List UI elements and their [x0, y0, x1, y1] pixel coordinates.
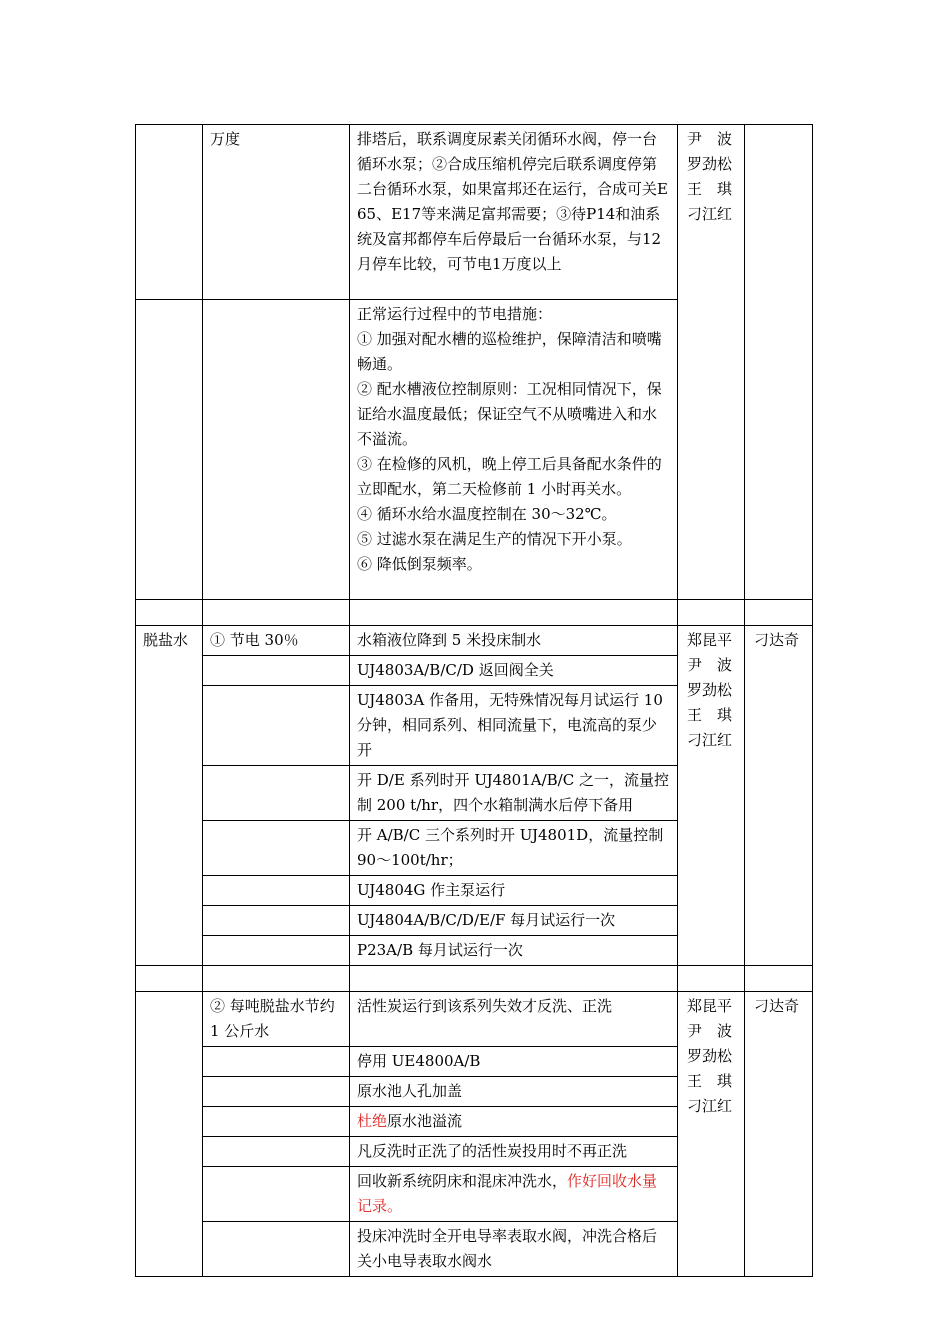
measure-cell: UJ4803A/B/C/D 返回阀全关 [350, 656, 678, 686]
responsible-person: 刁江红 [687, 205, 733, 223]
measure-cell [350, 1107, 678, 1137]
measure-cell: 活性炭运行到该系列失效才反洗、正洗 [350, 992, 678, 1047]
responsible-cell [678, 992, 745, 1277]
item-cell: ② 每吨脱盐水节约 1 公斤水 [203, 992, 350, 1047]
category-cell [136, 992, 203, 1277]
measure-line: ③ 在检修的风机，晚上停工后具备配水条件的立即配水，第二天检修前 1 小时再关水。 [357, 455, 662, 498]
highlight-text: 杜绝 [357, 1112, 388, 1130]
measure-line: ④ 循环水给水温度控制在 30～32℃。 [357, 505, 617, 523]
item-cell [203, 1222, 350, 1277]
item-cell [203, 1167, 350, 1222]
category-cell: 脱盐水 [136, 626, 203, 966]
measure-line: ⑥ 降低倒泵频率。 [357, 555, 482, 573]
item-cell [203, 1077, 350, 1107]
measure-cell: 排塔后，联系调度尿素关闭循环水阀，停一台循环水泵；②合成压缩机停完后联系调度停第二台循环水泵，如果富邦还在运行，合成可关E65、E17等来满足富邦需要；③待P14和油系统及富邦都停车后停最后一台循环水泵，与12月停车比较，可节电1万度以上 [350, 125, 678, 300]
table-row [136, 992, 813, 1047]
measure-cell [350, 300, 678, 600]
empty-row [136, 966, 813, 992]
responsible-cell [678, 626, 745, 966]
responsible-person: 罗劲松 [687, 155, 733, 173]
measure-line: ⑤ 过滤水泵在满足生产的情况下开小泵。 [357, 530, 632, 548]
energy-saving-table [135, 124, 813, 1277]
measure-cell: 水箱液位降到 5 米投床制水 [350, 626, 678, 656]
item-cell [203, 876, 350, 906]
responsible-person: 刁江红 [687, 1097, 733, 1115]
measure-line: ① 加强对配水槽的巡检维护，保障清洁和喷嘴畅通。 [357, 330, 662, 373]
checker-cell: 刁达奇 [745, 992, 813, 1277]
measure-cell [350, 1167, 678, 1222]
responsible-person: 罗劲松 [687, 681, 733, 699]
measure-cell: 开 A/B/C 三个系列时开 UJ4801D，流量控制 90～100t/hr； [350, 821, 678, 876]
item-cell [203, 656, 350, 686]
responsible-person: 尹 波 [687, 130, 733, 148]
category-cell [136, 125, 203, 300]
responsible-person: 罗劲松 [687, 1047, 733, 1065]
item-cell: 万度 [203, 125, 350, 300]
item-cell [203, 936, 350, 966]
responsible-person: 尹 波 [687, 1022, 733, 1040]
measure-cell: P23A/B 每月试运行一次 [350, 936, 678, 966]
responsible-person: 刁江红 [687, 731, 733, 749]
measure-cell: 开 D/E 系列时开 UJ4801A/B/C 之一，流量控制 200 t/hr，四个水箱制满水后停下备用 [350, 766, 678, 821]
responsible-person: 郑昆平 [687, 631, 733, 649]
responsible-person: 王 琪 [687, 1072, 733, 1090]
table-row [136, 125, 813, 300]
empty-row [136, 600, 813, 626]
measure-cell: 投床冲洗时全开电导率表取水阀，冲洗合格后关小电导表取水阀水 [350, 1222, 678, 1277]
checker-cell [745, 125, 813, 600]
measure-line: 正常运行过程中的节电措施： [357, 305, 553, 323]
item-cell [203, 686, 350, 766]
checker-cell: 刁达奇 [745, 626, 813, 966]
measure-text: 回收新系统阴床和混床冲洗水， [357, 1172, 568, 1190]
responsible-person: 王 琪 [687, 180, 733, 198]
measure-cell: 停用 UE4800A/B [350, 1047, 678, 1077]
measure-cell: UJ4804A/B/C/D/E/F 每月试运行一次 [350, 906, 678, 936]
item-cell [203, 1047, 350, 1077]
measure-text: 原水池溢流 [387, 1112, 463, 1130]
item-cell [203, 766, 350, 821]
table-row [136, 626, 813, 656]
highlight-text: 作好回收水量记录。 [357, 1172, 658, 1215]
responsible-person: 郑昆平 [687, 997, 733, 1015]
category-cell [136, 300, 203, 600]
item-cell [203, 906, 350, 936]
measure-cell: 凡反洗时正洗了的活性炭投用时不再正洗 [350, 1137, 678, 1167]
responsible-person: 王 琪 [687, 706, 733, 724]
measure-cell: 原水池人孔加盖 [350, 1077, 678, 1107]
item-cell [203, 300, 350, 600]
item-cell [203, 1107, 350, 1137]
measure-cell: UJ4803A 作备用，无特殊情况每月试运行 10 分钟，相同系列、相同流量下，电流高的泵少开 [350, 686, 678, 766]
responsible-person: 尹 波 [687, 656, 733, 674]
measure-line: ② 配水槽液位控制原则：工况相同情况下，保证给水温度最低；保证空气不从喷嘴进入和水不溢流。 [357, 380, 662, 448]
responsible-cell [678, 125, 745, 600]
item-cell [203, 1137, 350, 1167]
item-cell [203, 821, 350, 876]
item-cell: ① 节电 30％ [203, 626, 350, 656]
measure-cell: UJ4804G 作主泵运行 [350, 876, 678, 906]
